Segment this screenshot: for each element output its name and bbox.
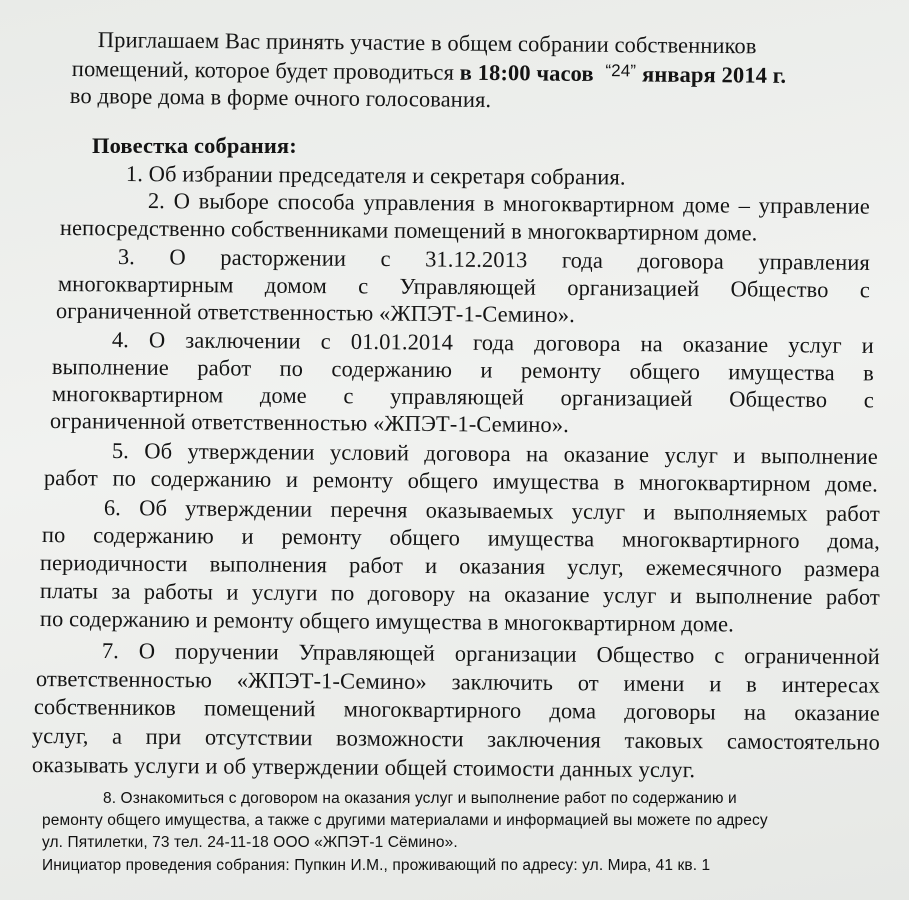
agenda-line: услуг, а при отсутствии возможности заключения таковых самостоятельно [31,722,880,755]
agenda-line: многоквартирным домом с Управляющей организацией Общество с [57,270,870,303]
agenda-heading: Повестка собрания: [92,133,297,158]
agenda-line: работ по содержанию и ремонту общего имущества в многоквартирном доме. [43,464,878,497]
agenda-line: 7. О поручении Управляющей организации Общество с ограниченной [101,637,880,670]
agenda-line: периодичности выполнения работ и оказания услуг, ежемесячного размера [39,549,880,582]
agenda-line: платы за работы и услуги по договору на оказание услуг и выполнение работ [39,577,880,610]
agenda-line: собственников помещений многоквартирного дома договоры на оказание [33,693,880,726]
meeting-day: “24” [605,61,637,81]
invitation-line-1: Приглашаем Вас принять участие в общем собрании собственников [97,26,757,59]
agenda-line: непосредственно собственниками помещений в многоквартирном доме. [59,214,758,246]
footer-line: ул. Пятилетки, 73 тел. 24-11-18 ООО «ЖПЭТ-1 Сёмино». [42,834,458,851]
agenda-line: по содержанию и ремонту общего имущества в многоквартирном доме. [39,605,735,637]
footer-line: 8. Ознакомиться с договором на оказания услуг и выполнение работ по содержанию и [103,790,737,807]
meeting-time: в 18:00 часов [459,59,594,87]
agenda-line: 3. О расторжении с 31.12.2013 года договора управления [117,243,870,275]
agenda-line: многоквартирном доме с управляющей организацией Общество с [51,380,874,413]
agenda-line: 1. Об избрании председателя и секретаря собрания. [125,160,626,190]
agenda-line: 5. Об утверждении условий договора на оказание услуг и выполнение [111,437,878,470]
meeting-month-year: января 2014 г. [641,61,787,88]
invitation-text: помещений, которое будет проводиться [71,55,460,85]
agenda-line: ответственностью «ЖПЭТ-1-Семино» заключить от имени и в интересах [35,665,880,698]
footer-line: ремонту общего имущества, а также с другими материалами и информацией вы можете по адресу [42,812,768,829]
agenda-line: по содержанию и ремонту общего имущества многоквартирного дома, [41,521,880,554]
agenda-line: ограниченной ответственностью «ЖПЭТ-1-Семино». [49,407,569,438]
agenda-line: оказывать услуги и об утверждении общей стоимости данных услуг. [31,751,696,783]
agenda-line: 4. О заключении с 01.01.2014 года договора на оказание услуг и [111,326,874,358]
agenda-line: выполнение работ по содержанию и ремонту общего имущества в [51,353,874,386]
agenda-line: ограниченной ответственностью «ЖПЭТ-1-Семино». [55,297,575,328]
invitation-line-3: во дворе дома в форме очного голосования. [69,82,492,113]
footer-initiator: Инициатор проведения собрания: Пупкин И.М., проживающий по адресу: ул. Мира, 41 кв. 1 [42,857,711,874]
agenda-line: 2. О выборе способа управления в многоквартирном доме – управление [147,187,870,219]
agenda-line: 6. Об утверждении перечня оказываемых услуг и выполняемых работ [103,494,880,527]
